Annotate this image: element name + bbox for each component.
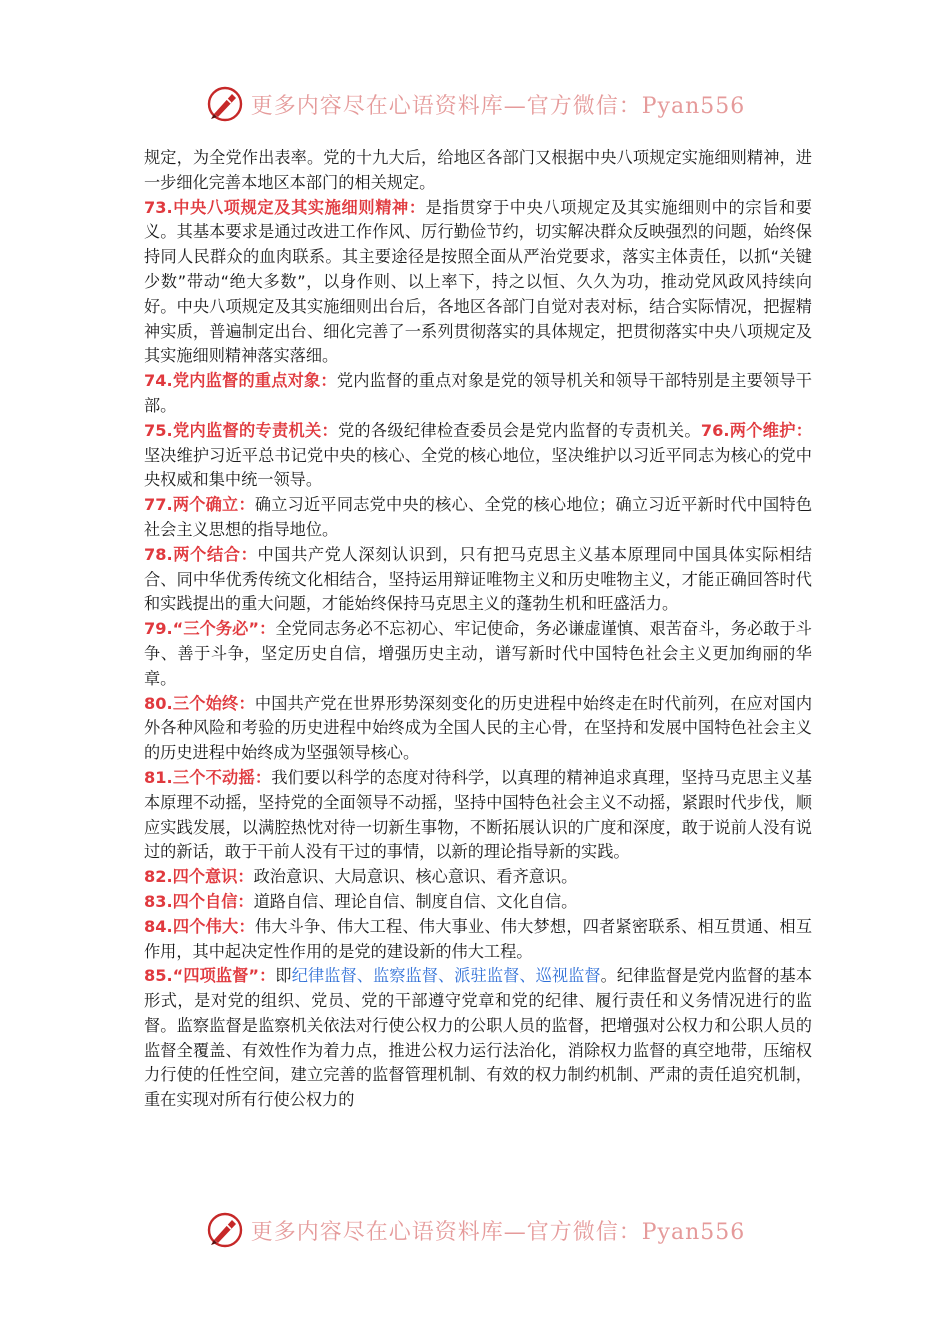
term-heading: 76.两个维护： — [700, 420, 812, 440]
paragraph: 85.“四项监督”：即纪律监督、监察监督、派驻监督、巡视监督。纪律监督是党内监督的基本形式，是对党的组织、党员、党的干部遵守党章和党的纪律、履行责任和义务情况进行的监督。监察监督是监察机关依法对行使公权力的公职人员的监督，把增强对公权力和公职人员的监督全覆盖、有效性作为着力点，推进公权力运行法治化，消除权力监督的真空地带，压缩权力行使的任性空间，建立完善的监督管理机制、有效的权力制约机制、严肃的责任追究机制，重在实现对所有行使公权力的 — [144, 966, 813, 1110]
term-heading: 85.“四项监督”： — [144, 966, 276, 986]
paragraph: 78.两个结合：中国共产党人深刻认识到，只有把马克思主义基本原理同中国具体实际相结合、同中华优秀传统文化相结合，坚持运用辩证唯物主义和历史唯物主义，才能正确回答时代和实践提出的重大问题，才能始终保持马克思主义的蓬勃生机和旺盛活力。 — [144, 544, 812, 614]
pen-logo-icon — [205, 1210, 245, 1250]
paragraph: 82.四个意识：政治意识、大局意识、核心意识、看齐意识。 — [144, 867, 578, 887]
term-heading: 74.党内监督的重点对象： — [144, 371, 337, 391]
term-heading: 73.中央八项规定及其实施细则精神： — [144, 197, 426, 217]
paragraph: 77.两个确立：确立习近平同志党中央的核心、全党的核心地位；确立习近平新时代中国特色社会主义思想的指导地位。 — [144, 495, 813, 539]
term-heading: 79.“三个务必”： — [144, 619, 276, 639]
term-heading: 84.四个伟大： — [144, 916, 255, 936]
term-heading: 75.党内监督的专责机关： — [144, 420, 338, 440]
article-body — [144, 146, 812, 1113]
paragraph: 79.“三个务必”：全党同志务必不忘初心、牢记使命，务必谦虚谨慎、艰苦奋斗，务必敢于斗争、善于斗争，坚定历史自信，增强历史主动，谱写新时代中国特色社会主义更加绚丽的华章。 — [144, 619, 812, 688]
pen-logo-icon — [205, 84, 245, 124]
footer-banner-text: 更多内容尽在心语资料库—官方微信：Pyan556 — [250, 1219, 746, 1245]
term-heading: 80.三个始终： — [144, 693, 255, 713]
term-heading: 81.三个不动摇： — [144, 767, 272, 787]
paragraph: 74.党内监督的重点对象：党内监督的重点对象是党的领导机关和领导干部特别是主要领导干部。 — [144, 371, 812, 415]
term-heading: 77.两个确立： — [144, 495, 255, 515]
highlighted-terms: 纪律监督、监察监督、派驻监督、巡视监督 — [291, 966, 601, 986]
header-banner-text: 更多内容尽在心语资料库—官方微信：Pyan556 — [250, 93, 746, 119]
paragraph: 81.三个不动摇：我们要以科学的态度对待科学，以真理的精神追求真理，坚持马克思主义基本原理不动摇，坚持党的全面领导不动摇，坚持中国特色社会主义不动摇，紧跟时代步伐，顺应实践发展，以满腔热忱对待一切新生事物，不断拓展认识的广度和深度，敢于说前人没有说过的新话，敢于干前人没有干过的事情，以新的理论指导新的实践。 — [144, 767, 812, 862]
term-heading: 82.四个意识： — [144, 867, 254, 887]
paragraph: 80.三个始终：中国共产党在世界形势深刻变化的历史进程中始终走在时代前列，在应对国内外各种风险和考验的历史进程中始终成为全国人民的主心骨，在坚持和发展中国特色社会主义的历史进程中始终成为坚强领导核心。 — [144, 693, 813, 763]
paragraph: 75.党内监督的专责机关：党的各级纪律检查委员会是党内监督的专责机关。76.两个维护：坚决维护习近平总书记党中央的核心、全党的核心地位，坚决维护以习近平同志为核心的党中央权威和集中统一领导。 — [144, 420, 812, 490]
term-heading: 83.四个自信： — [144, 891, 254, 911]
paragraph: 73.中央八项规定及其实施细则精神：是指贯穿于中央八项规定及其实施细则中的宗旨和要义。其基本要求是通过改进工作作风、厉行勤俭节约，切实解决群众反映强烈的问题，始终保持同人民群众的血肉联系。其主要途径是按照全面从严治党要求，落实主体责任，以抓“关键少数”带动“绝大多数”，以身作则、以上率下，持之以恒、久久为功，推动党风政风持续向好。中央八项规定及其实施细则出台后，各地区各部门自觉对表对标，结合实际情况，把握精神实质，普遍制定出台、细化完善了一系列贯彻落实的具体规定，把贯彻落实中央八项规定及其实施细则精神落实落细。 — [144, 197, 812, 366]
paragraph: 规定，为全党作出表率。党的十九大后，给地区各部门又根据中央八项规定实施细则精神，进一步细化完善本地区本部门的相关规定。 — [144, 148, 812, 192]
term-heading: 78.两个结合： — [144, 544, 258, 564]
paragraph: 83.四个自信：道路自信、理论自信、制度自信、文化自信。 — [144, 891, 578, 911]
footer-banner — [0, 1210, 950, 1250]
header-banner — [0, 84, 950, 124]
paragraph: 84.四个伟大：伟大斗争、伟大工程、伟大事业、伟大梦想，四者紧密联系、相互贯通、相互作用，其中起决定性作用的是党的建设新的伟大工程。 — [144, 916, 813, 961]
